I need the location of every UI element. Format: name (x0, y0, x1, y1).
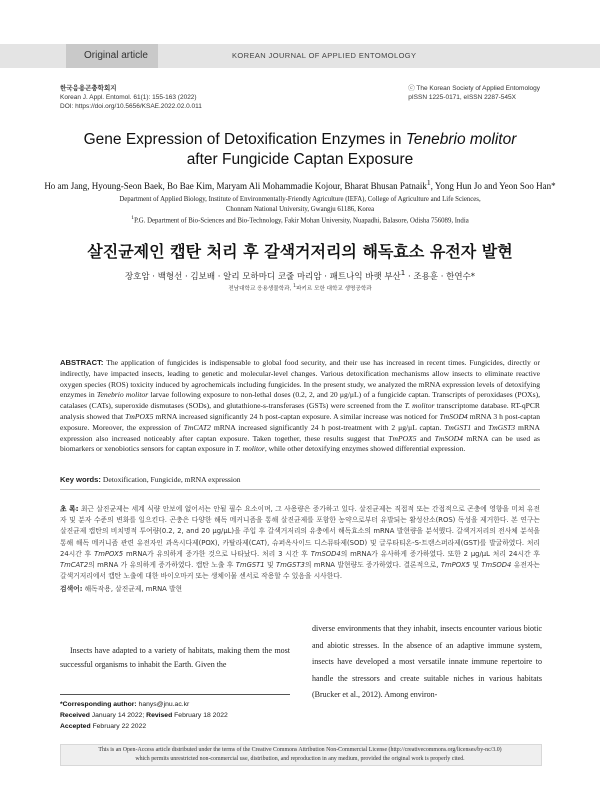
accepted-date: February 22 2022 (90, 722, 147, 730)
accepted-label: Accepted (60, 722, 91, 730)
abstract-label: ABSTRACT: (60, 358, 104, 367)
abstract-text: transcriptome database. RT-qPCR analysis showed that (60, 401, 540, 421)
korean-abstract-text: 및 (264, 561, 277, 570)
received-date: January 14 2022; (89, 711, 147, 719)
abstract-gene: TmSOD4 (439, 411, 468, 421)
body-column-left: Insects have adapted to a variety of habitats, making them the most successful organisms to inhabit the Earth. Given the (60, 646, 290, 669)
korean-affiliation (40, 284, 560, 292)
korean-abstract-text: 의 mRNA 가 유의하게 증가하였다. 캡탄 노출 후 (88, 561, 236, 570)
korean-keywords-label: 검색어: (60, 585, 83, 593)
korean-journal-name: 한국응용곤충학회지 (60, 85, 117, 92)
abstract-gene: TmCAT2 (183, 422, 211, 432)
open-access-line1: This is an Open-Access article distributed under the terms of the Creative Commons Attribution Non-Commercial License (http://creativecommons.org/licenses/by-nc/3.0) (98, 747, 502, 753)
korean-abstract-gene: TmSOD4 (481, 561, 512, 570)
title-line2: after Fungicide Captan Exposure (186, 151, 414, 168)
author-list (40, 178, 560, 191)
korean-authors-part1: 장호암 · 백형선 · 김보배 · 알리 모하마디 코줄 마리암 · 패트나익 바랫 부산 (124, 271, 401, 282)
abstract-text: The application of fungicides is indispensable to global food security, and their use has increased in recent times. Fungicides, directly or indirectly, have impacted insects, leading to genetic and molecular-level changes. Various detoxification mechanisms allow insects to eliminate reactive oxygen species (ROS) toxicity induced by agrochemicals including fungicides. In the present study, we analyzed the mRNA expression levels of detoxifying enzymes in (60, 358, 540, 400)
korean-authors (40, 268, 560, 282)
affiliations (50, 195, 550, 226)
section-divider (60, 489, 540, 490)
korean-abstract-gene: TmPOX5 (94, 549, 124, 558)
korean-abstract-gene: TmCAT2 (60, 561, 89, 570)
korean-abstract-text: 최근 살진균제는 세계 식량 안보에 없어서는 안될 필수 요소이며, 그 사용량은 증가하고 있다. 살진균제는 직접적 또는 간접적으로 곤충에 영향을 미쳐 유전자 및 분자 수준의 변화를 일으킨다. 곤충은 다양한 해독 메커니즘을 통해 살진균제를 포함한 농약으로부터 유발되는 활성산소(ROS) 독성을 제거한다. 본 연구는 살진균제 캡탄의 비치명적 투여량(0.2, 2, and 20 μg/μL)을 주입 후 갈색거저리의 유충에서 해독효소의 mRNA 발현량을 분석했다. 갈색거저리의 전사체 분석을 통해 해독 메커니즘 관련 유전자인 과옥시다제(POX), 카탈라제(CAT), 슈퍼옥사이드 디스뮤타제(SOD) 및 글루타티온-S-트랜스퍼라제(GST)를 발굴하였다. 처리 24시간 후 (60, 505, 540, 558)
revised-label: Revised (146, 711, 173, 719)
received-label: Received (60, 711, 90, 719)
authors-part1: Ho am Jang, Hyoung-Seon Baek, Bo Bae Kim, Maryam Ali Mohammadie Kojour, Bharat Bhusan Patnaik (44, 181, 427, 191)
keywords-text: Detoxification, Fungicide, mRNA expression (100, 475, 241, 484)
korean-authors-part2: · 조용훈 · 한연수* (405, 271, 476, 282)
korean-abstract-label: 초 록: (60, 505, 79, 513)
korean-abstract-gene: TmSOD4 (310, 549, 341, 558)
doi-link[interactable]: DOI: https://doi.org/10.5656/KSAE.2022.02.0.011 (60, 103, 202, 111)
abstract-text: mRNA expression also increased noticeably after captan exposure. Taken together, these results suggest that (60, 422, 540, 443)
title-line1: Gene Expression of Detoxification Enzymes in (83, 131, 406, 148)
korean-abstract-text: 및 (469, 561, 482, 570)
abstract-text: , while other detoxifying enzymes showed differential expression. (264, 444, 466, 454)
open-access-notice (62, 746, 538, 764)
body-column-right: diverse environments that they inhabit, insects encounter various biotic and abiotic stresses. In the absence of an adaptive immune system, insects have developed a most versatile innate immune repertoire to handle the stressors and create suitable niches in various habitats (Brucker et al., 2012). Among environ- (312, 624, 542, 700)
title-species: Tenebrio molitor (405, 131, 517, 148)
abstract-species: T. molitor (235, 444, 265, 454)
abstract-gene: TmGST3 (488, 422, 516, 432)
abstract-gene: TmPOX5 (388, 433, 417, 443)
article-type-label: Original article (84, 50, 148, 61)
footnote-divider (60, 694, 290, 695)
keywords (60, 475, 540, 484)
abstract-text: mRNA increased significantly 24 h post-treatment with 2 μg/μL captan. (210, 422, 445, 432)
abstract (60, 358, 540, 455)
article-title (40, 130, 560, 170)
abstract-text: mRNA can be used as biomarkers or xenobiotics sensors for captan exposure in (60, 433, 540, 454)
copyright-block (408, 84, 540, 102)
korean-abstract-text: 의 mRNA가 유사하게 증가하였다. 또한 2 μg/μL 처리 24시간 후 (340, 549, 540, 558)
corr-label: *Corresponding author: (60, 701, 137, 708)
author-sup: 1 (426, 178, 431, 187)
korean-title: 살진균제인 캡탄 처리 후 갈색거저리의 해독효소 유전자 발현 (87, 242, 513, 261)
abstract-gene: TmGST1 (444, 422, 472, 432)
abstract-gene: TmPOX5 (125, 411, 154, 421)
korean-abstract-text: 유전자는 갈색거저리에서 캡탄 노출에 대한 바이오마커 또는 생체이물 센서로 작용할 수 있음을 시사한다. (60, 561, 540, 581)
issn: pISSN 1225-0171, eISSN 2287-545X (408, 94, 516, 102)
abstract-text: mRNA increased significantly 24 h post-captan exposure. A similar increase was noticed for (153, 411, 440, 421)
abstract-gene: TmSOD4 (434, 433, 463, 443)
affiliation-line1: Department of Applied Biology, Institute of Environmentally-Friendly Agriculture (IEFA), College of Agriculture and Life Sciences, (119, 196, 481, 203)
corr-email[interactable]: hanys@jnu.ac.kr (136, 701, 190, 708)
citation: Korean J. Appl. Entomol. 61(1): 155-163 (2022) (60, 94, 197, 102)
journal-name: KOREAN JOURNAL OF APPLIED ENTOMOLOGY (232, 51, 417, 60)
open-access-line2: which permits unrestricted non-commercial use, distribution, and reproduction in any medium, provided the original work is properly cited. (135, 755, 465, 762)
authors-part2: , Yong Hun Jo and Yeon Soo Han* (430, 181, 556, 191)
copyright-notice: ⓒ The Korean Society of Applied Entomology (408, 85, 540, 92)
dates-line (60, 711, 290, 722)
abstract-text: larvae following exposure to non-lethal doses (0.2, 2, and 20 μg/μL) of a fungicide captan. Transcripts of peroxidases (POXs), catalases (CATs), superoxide dismutases (SODs), and glutathione-s-transferases (GSTs) were screened from the (60, 390, 540, 411)
abstract-text: and (416, 433, 435, 443)
korean-abstract-text: mRNA가 유의하게 증가한 것으로 나타났다. 처리 3 시간 후 (123, 549, 311, 558)
accepted-line (60, 722, 290, 733)
abstract-text: mRNA 3 h post-captan exposure. Moreover, the expression of (60, 411, 541, 432)
korean-keywords (60, 583, 540, 593)
revised-date: February 18 2022 (172, 711, 228, 719)
korean-author-sup: 1 (400, 268, 406, 277)
korean-affiliation-part2: 파키르 모한 대학교 생명공학과 (296, 286, 372, 292)
affiliation-line2: Chonnam National University, Gwangju 61186, Korea (225, 205, 375, 213)
korean-abstract-gene: TmGST1 (235, 561, 265, 570)
abstract-species: T. molitor (404, 401, 435, 411)
korean-keywords-text: 해독작용, 살진균제, mRNA 발현 (82, 585, 183, 593)
affiliation-line3 (50, 214, 550, 226)
korean-abstract-gene: TmPOX5 (440, 561, 470, 570)
abstract-text: and (471, 422, 489, 432)
keywords-label: Key words: (60, 475, 101, 484)
footnote (60, 700, 290, 732)
affiliation-sup: 1 (131, 215, 135, 222)
citation-block (60, 84, 202, 112)
korean-affiliation-part1: 전남대학교 응용생물학과, (228, 286, 294, 292)
korean-abstract-gene: TmGST3 (276, 561, 305, 570)
affiliation-line3-text: P.G. Department of Bio-Sciences and Bio-Technology, Fakir Mohan University, Nuapadhi, Balasore, Odisha 756089, India (134, 217, 469, 225)
korean-abstract-text: 의 mRNA 발현량도 증가하였다. 결론적으로, (304, 561, 441, 570)
korean-affiliation-sup: 1 (293, 284, 297, 290)
korean-abstract (60, 504, 540, 582)
abstract-species: Tenebrio molitor (96, 390, 149, 400)
corresponding-author (60, 700, 290, 711)
